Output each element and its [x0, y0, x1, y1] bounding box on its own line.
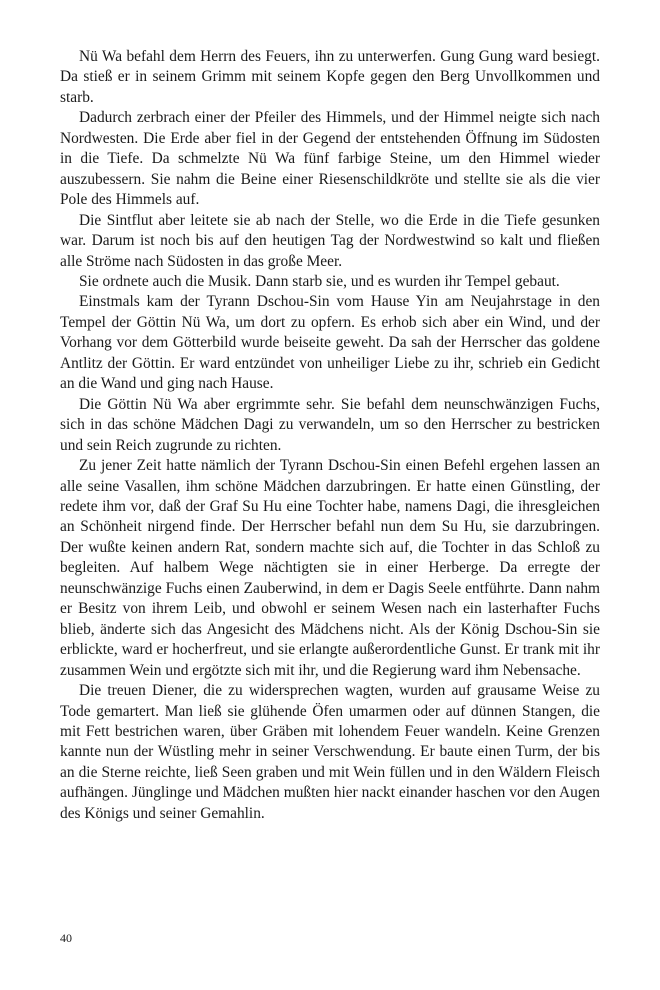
- paragraph: Die treuen Diener, die zu widersprechen wagten, wurden auf grausame Weise zu Tode gemartert. Man ließ sie glühende Öfen umarmen oder auf dünnen Stangen, die mit Fett bestrichen waren, über Gräben mit lohendem Feuer wandeln. Keine Grenzen kannte nun der Wüstling mehr in seiner Verschwendung. Er baute einen Turm, der bis an die Sterne reichte, ließ Seen graben und mit Wein füllen und in den Wäldern Fleisch aufhängen. Jünglinge und Mädchen mußten hier nackt einander haschen vor den Augen des Königs und seiner Gemahlin.: [60, 682, 600, 822]
- paragraph: Die Sintflut aber leitete sie ab nach der Stelle, wo die Erde in die Tiefe gesunken war. Darum ist noch bis auf den heutigen Tag der Nordwestwind so kalt und fließen alle Ströme nach Südosten in das große Meer.: [60, 211, 600, 270]
- paragraph: Sie ordnete auch die Musik. Dann starb sie, und es wurden ihr Tempel gebaut.: [79, 272, 560, 290]
- paragraph: Nü Wa befahl dem Herrn des Feuers, ihn zu unterwerfen. Gung Gung ward besiegt. Da stieß er in seinem Grimm mit seinem Kopfe gegen den Berg Unvollkommen und starb.: [60, 48, 600, 106]
- page-body: [60, 47, 600, 824]
- paragraph: Die Göttin Nü Wa aber ergrimmte sehr. Sie befahl dem neunschwänzigen Fuchs, sich in das schöne Mädchen Dagi zu verwandeln, um so den Herrscher zu bestricken und sein Reich zugrunde zu richten.: [60, 395, 600, 454]
- paragraph: Dadurch zerbrach einer der Pfeiler des Himmels, und der Himmel neigte sich nach Nordwesten. Die Erde aber fiel in der Gegend der entstehenden Öffnung im Südosten in die Tiefe. Da schmelzte Nü Wa fünf farbige Steine, um den Himmel wieder auszubessern. Sie nahm die Beine einer Riesenschildkröte und stellte sie als die vier Pole des Himmels auf.: [60, 109, 600, 209]
- paragraph: Einstmals kam der Tyrann Dschou-Sin vom Hause Yin am Neujahrstage in den Tempel der Göttin Nü Wa, um dort zu opfern. Es erhob sich aber ein Wind, und der Vorhang vor dem Götterbild wurde beiseite geweht. Da sah der Herrscher das goldene Antlitz der Göttin. Er ward entzündet von unheiliger Liebe zu ihr, schrieb ein Gedicht an die Wand und ging nach Hause.: [60, 293, 600, 393]
- paragraph: Zu jener Zeit hatte nämlich der Tyrann Dschou-Sin einen Befehl ergehen lassen an alle seine Vasallen, ihm schöne Mädchen darzubringen. Er hatte einen Günstling, der redete ihm vor, daß der Graf Su Hu eine Tochter habe, namens Dagi, die ihresgleichen an Schönheit nirgend finde. Der Herrscher befahl nun dem Su Hu, sie darzubringen. Der wußte keinen andern Rat, sondern machte sich auf, die Tochter in das Schloß zu begleiten. Auf halbem Wege nächtigten sie in einer Herberge. Da erregte der neunschwänzige Fuchs einen Zauberwind, in dem er Dagis Seele entführte. Dann nahm er Besitz von ihrem Leib, und obwohl er seinem Wesen nach ein lasterhafter Fuchs blieb, änderte sich das Angesicht des Mädchens nicht. Als der König Dschou-Sin sie erblickte, ward er hocherfreut, und sie erlangte außerordentliche Gunst. Er trank mit ihr zusammen Wein und ergötzte sich mit ihr, und die Regierung ward ihm Nebensache.: [60, 457, 600, 679]
- page-number: 40: [60, 931, 72, 945]
